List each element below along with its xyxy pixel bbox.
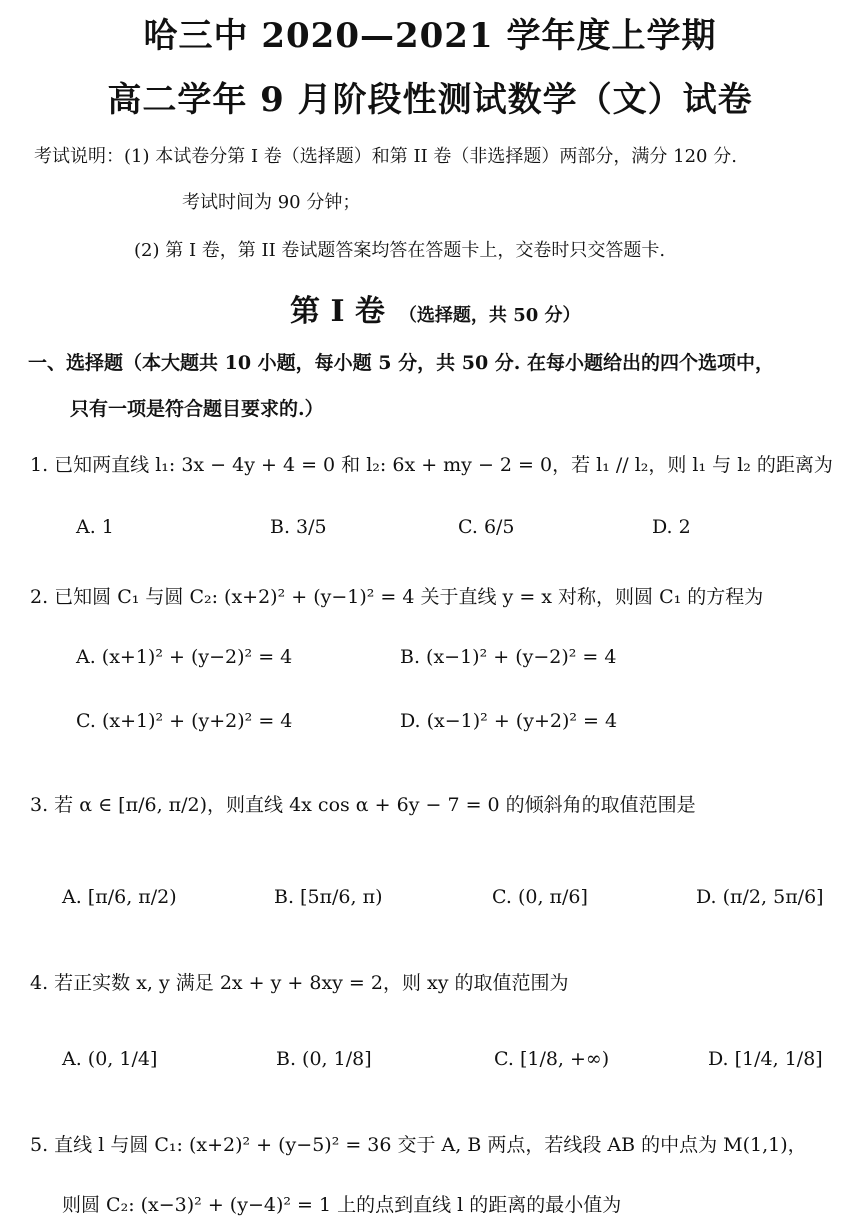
question-3-option-a: A. [π/6, π/2) xyxy=(62,886,177,908)
question-1-option-c: C. 6/5 xyxy=(458,516,515,538)
question-5-stem: 5. 直线 l 与圆 C₁: (x+2)² + (y−5)² = 36 交于 A, B 两点，若线段 AB 的中点为 M(1,1)， xyxy=(30,1134,807,1156)
question-2-option-c: C. (x+1)² + (y+2)² = 4 xyxy=(76,710,293,732)
exam-title-line1: 哈三中 2020—2021 学年度上学期 xyxy=(143,16,717,56)
question-3-stem: 3. 若 α ∈ [π/6, π/2)，则直线 4x cos α + 6y − 7 = 0 的倾斜角的取值范围是 xyxy=(30,794,696,816)
question-2-option-d: D. (x−1)² + (y+2)² = 4 xyxy=(400,710,618,732)
section-heading xyxy=(290,286,581,330)
instructions-line2: 考试时间为 90 分钟； xyxy=(182,192,361,213)
question-4-option-d: D. [1/4, 1/8] xyxy=(708,1048,823,1070)
question-2-option-a: A. (x+1)² + (y−2)² = 4 xyxy=(76,646,293,668)
question-1-stem: 1. 已知两直线 l₁: 3x − 4y + 4 = 0 和 l₂: 6x + my − 2 = 0，若 l₁ // l₂，则 l₁ 与 l₂ 的距离为 xyxy=(30,454,833,476)
question-1-option-a: A. 1 xyxy=(76,516,114,538)
question-4-option-b: B. (0, 1/8] xyxy=(276,1048,372,1070)
question-1-option-b: B. 3/5 xyxy=(270,516,327,538)
section-title: 第 I 卷 xyxy=(290,294,385,329)
question-3-option-d: D. (π/2, 5π/6] xyxy=(696,886,824,908)
question-5-stem-line2: 则圆 C₂: (x−3)² + (y−4)² = 1 上的点到直线 l 的距离的最小值为 xyxy=(62,1194,622,1216)
question-3-option-c: C. (0, π/6] xyxy=(492,886,588,908)
question-2-option-b: B. (x−1)² + (y−2)² = 4 xyxy=(400,646,617,668)
part1-instructions-line1: 一、选择题（本大题共 10 小题，每小题 5 分，共 50 分. 在每小题给出的四个选项中， xyxy=(28,352,775,374)
question-4-option-c: C. [1/8, +∞) xyxy=(494,1048,610,1070)
question-2-stem: 2. 已知圆 C₁ 与圆 C₂: (x+2)² + (y−1)² = 4 关于直线 y = x 对称，则圆 C₁ 的方程为 xyxy=(30,586,764,608)
question-4-stem: 4. 若正实数 x, y 满足 2x + y + 8xy = 2，则 xy 的取值范围为 xyxy=(30,972,569,994)
instructions-line1: 考试说明：(1) 本试卷分第 I 卷（选择题）和第 II 卷（非选择题）两部分，满分 120 分. xyxy=(34,146,737,167)
question-3-option-b: B. [5π/6, π) xyxy=(274,886,383,908)
question-4-option-a: A. (0, 1/4] xyxy=(62,1048,158,1070)
part1-instructions-line2: 只有一项是符合题目要求的.） xyxy=(70,398,324,420)
question-1-option-d: D. 2 xyxy=(652,516,691,538)
section-subtitle: （选择题，共 50 分） xyxy=(398,305,581,326)
instructions-line3: (2) 第 I 卷，第 II 卷试题答案均答在答题卡上，交卷时只交答题卡. xyxy=(134,240,666,261)
exam-title-line2: 高二学年 9 月阶段性测试数学（文）试卷 xyxy=(107,80,753,120)
